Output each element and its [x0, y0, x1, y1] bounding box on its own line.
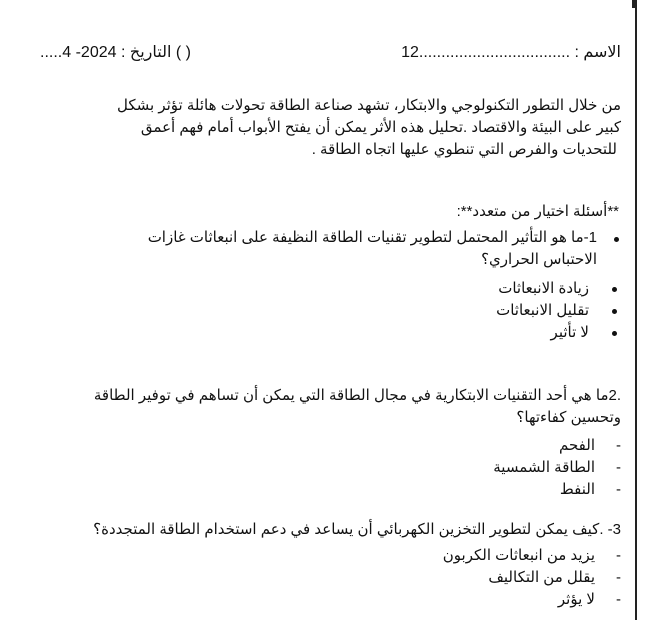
intro-line-3: للتحديات والفرص التي تنطوي عليها اتجاه الطاقة .: [311, 141, 617, 158]
option-label: الفحم: [559, 437, 595, 454]
question-3-options: [443, 545, 621, 611]
dash-marker: -: [616, 437, 621, 454]
edge-mark: [632, 0, 635, 8]
bullet-icon: [612, 309, 617, 314]
intro-line-1: من خلال التطور التكنولوجي والابتكار، تشهد صناعة الطاقة تحولات هائلة تؤثر بشكل: [116, 97, 621, 114]
option-item[interactable]: [493, 479, 621, 501]
option-label: لا تأثير: [550, 324, 589, 341]
question-1-options: [496, 278, 617, 344]
question-1: [148, 227, 619, 249]
question-1-line-1: 1-ما هو التأثير المحتمل لتطوير تقنيات الطاقة النظيفة على انبعاثات غازات: [147, 229, 597, 246]
intro-line-2: كبير على البيئة والاقتصاد .تحليل هذه الأثر يمكن أن يفتح الأبواب أمام فهم أعمق: [140, 119, 621, 136]
date-field: [40, 40, 191, 66]
paren-blank[interactable]: ( ): [175, 44, 191, 61]
date-value: 2024- 4.....: [40, 44, 117, 61]
date-label: التاريخ :: [120, 44, 172, 61]
dash-marker: -: [616, 591, 621, 608]
name-label: الاسم :: [574, 44, 621, 61]
dash-marker: -: [616, 459, 621, 476]
option-item[interactable]: [496, 278, 617, 300]
option-label: تقليل الانبعاثات: [496, 302, 589, 319]
option-item[interactable]: [443, 545, 621, 567]
question-1-cont: [481, 249, 619, 271]
name-blank[interactable]: ..................................: [418, 44, 571, 61]
option-label: يقلل من التكاليف: [488, 569, 595, 586]
dash-marker: -: [616, 481, 621, 498]
question-1-line-2: الاحتباس الحراري؟: [481, 251, 597, 268]
option-item[interactable]: [496, 322, 617, 344]
question-2-options: [493, 435, 621, 501]
bullet-icon: [614, 237, 619, 242]
section-title: **أسئلة اختيار من متعدد**:: [456, 203, 619, 220]
bullet-icon: [612, 331, 617, 336]
option-item[interactable]: [443, 589, 621, 611]
dash-marker: -: [616, 569, 621, 586]
class-value: 12: [401, 44, 419, 61]
option-label: الطاقة الشمسية: [493, 459, 595, 476]
option-item[interactable]: [493, 435, 621, 457]
option-label: يزيد من انبعاثات الكربون: [442, 547, 595, 564]
option-label: زيادة الانبعاثات: [498, 280, 589, 297]
question-2-line-2: وتحسين كفاءتها؟: [516, 409, 621, 426]
option-item[interactable]: [443, 567, 621, 589]
student-name-field[interactable]: [401, 40, 621, 66]
option-item[interactable]: [493, 457, 621, 479]
option-label: لا يؤثر: [557, 591, 595, 608]
option-item[interactable]: [496, 300, 617, 322]
question-2-line-1: .2ما هي أحد التقنيات الابتكارية في مجال الطاقة التي يمكن أن تساهم في توفير الطاقة: [93, 387, 621, 404]
option-label: النفط: [559, 481, 595, 498]
bullet-icon: [612, 287, 617, 292]
header-line: [40, 40, 621, 66]
dash-marker: -: [616, 547, 621, 564]
question-3-line: 3- .كيف يمكن لتطوير التخزين الكهربائي أن يساعد في دعم استخدام الطاقة المتجددة؟: [93, 521, 621, 538]
